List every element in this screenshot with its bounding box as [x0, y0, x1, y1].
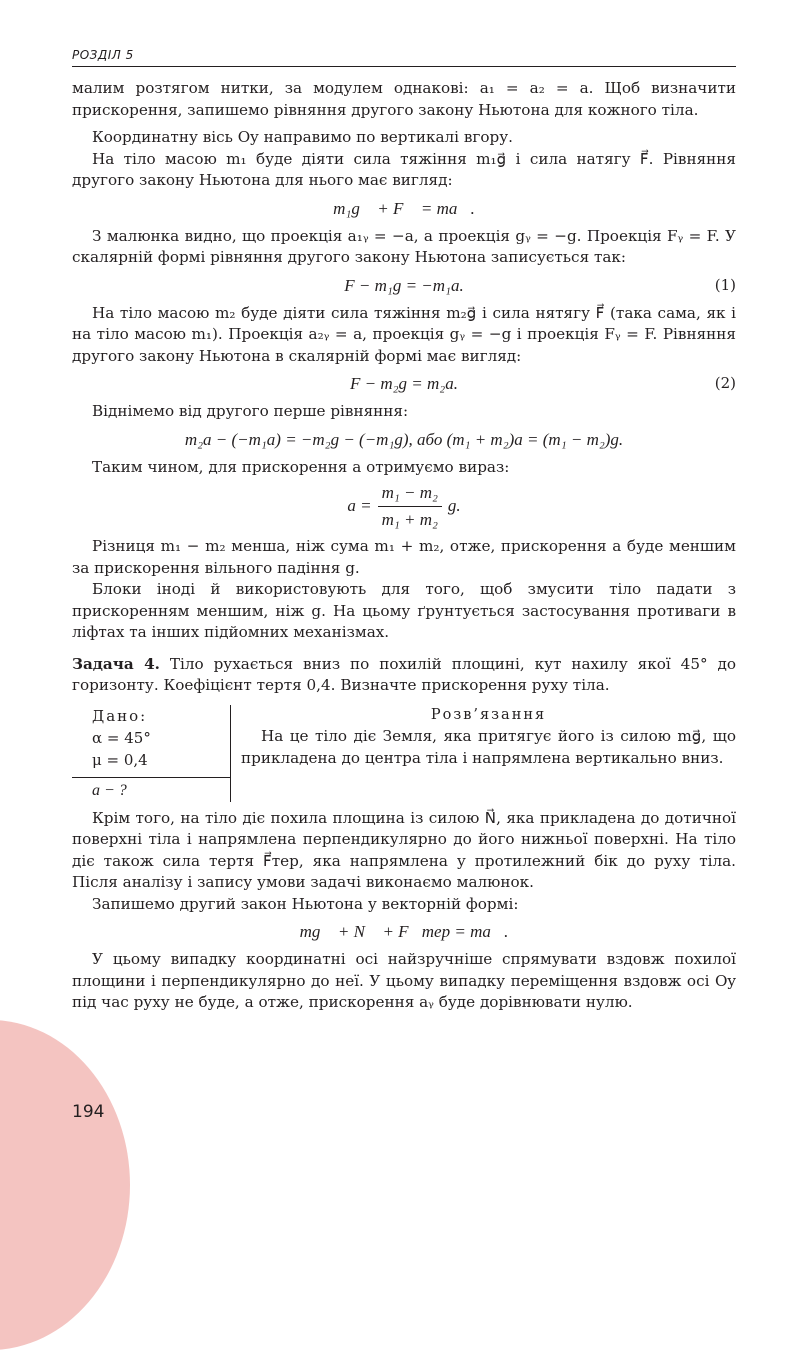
fraction-numerator: m₁ − m₂ [378, 482, 442, 507]
given-solution-block [72, 705, 736, 802]
paragraph: Різниця m₁ − m₂ менша, ніж сума m₁ + m₂, отже, прискорення a буде меншим за прискорення вільного падіння g. [72, 537, 736, 577]
problem-label: Задача 4. [72, 654, 160, 673]
solution-title: Розв’язання [430, 706, 547, 723]
paragraph: У цьому випадку координатні осі найзручніше спрямувати вздовж похилої площини і перпендикулярно до неї. У цьому випадку переміщення вздовж осі Oy під час руху не буде, а отже, прискорення aᵧ буде дорівнювати нулю. [72, 950, 736, 1011]
fraction-denominator: m₁ + m₂ [381, 509, 438, 529]
formula-number: (1) [714, 275, 736, 294]
paragraph: Запишемо другий закон Ньютона у векторній формі: [92, 894, 519, 913]
formula-text: F − m₁g = −m₁a. [344, 275, 464, 295]
solution-column [231, 705, 736, 802]
paragraph: З малюнка видно, що проекція a₁ᵧ = −a, а проекція gᵧ = −g. Проекція Fᵧ = F. У скалярній формі рівняння другого закону Ньютона записується так: [72, 226, 736, 266]
page-number: 194 [72, 1102, 105, 1122]
formula-text: m₂a − (−m₁a) = −m₂g − (−m₁g), або (m₁ + m₂)a = (m₁ − m₂)g. [184, 429, 624, 449]
paragraph: Крім того, на тіло діє похила площина із силою N⃗, яка прикладена до дотичної поверхні тіла і напрямлена перпендикулярно до його нижньої поверхні. На тіло діє також сила тертя F⃗тер, яка напрямлена у протилежний бік до руху тіла. Після аналізу і запису умови задачі виконаємо малюнок. [72, 808, 736, 891]
formula [72, 373, 736, 395]
given-title: Дано: [92, 706, 148, 725]
problem-statement [72, 654, 736, 697]
formula [72, 275, 736, 297]
solution-text: На це тіло діє Земля, яка притягує його із силою mg⃗, що прикладена до центра тіла і напрямлена вертикально вниз. [241, 727, 736, 767]
given-item: μ = 0,4 [92, 750, 148, 769]
formula [72, 921, 736, 943]
formula-lhs: a = [347, 496, 372, 516]
formula [72, 198, 736, 220]
problem-text: Тіло рухається вниз по похилій площині, кут нахилу якої 45° до горизонту. Коефіцієнт тертя 0,4. Визначте прискорення руху тіла. [72, 654, 737, 694]
fraction-formula [72, 482, 736, 530]
formula-text: F − m₂g = m₂a. [350, 374, 458, 393]
paragraph: На тіло масою m₂ буде діяти сила тяжіння m₂g⃗ і сила нятягу F⃗ (така сама, як і на тіло масою m₁). Проекція a₂ᵧ = a, проекція gᵧ = −g і проекція Fᵧ = F. Рівняння другого закону Ньютона в скалярній формі має вигляд: [72, 303, 736, 365]
paragraph: Таким чином, для прискорення a отримуємо вираз: [92, 457, 510, 476]
page-content [72, 78, 736, 1014]
fraction [378, 482, 442, 530]
formula-number: (2) [714, 374, 736, 392]
formula-rhs: g. [447, 496, 461, 516]
paragraph: Координатну вісь Oy направимо по вертикалі вгору. [92, 128, 514, 146]
paragraph: Блоки іноді й використовують для того, щоб змусити тіло падати з прискоренням меншим, ніж g. На цьому ґрунтується застосування противаги в ліфтах та інших підйомних механізмах. [72, 580, 736, 641]
given-item: α = 45° [92, 728, 151, 747]
unknown-value: a − ? [92, 781, 127, 799]
paragraph: На тіло масою m₁ буде діяти сила тяжіння m₁g⃗ і сила натягу F⃗. Рівняння другого закону Ньютона для нього має вигляд: [72, 149, 736, 189]
formula-text: mg⃗ + N⃗ + F⃗тер = ma⃗. [299, 922, 509, 941]
page-corner-decoration [0, 1020, 130, 1350]
given-column [72, 705, 231, 802]
paragraph: Віднімемо від другого перше рівняння: [92, 402, 409, 420]
formula [72, 429, 736, 451]
section-header: РОЗДІЛ 5 [72, 48, 736, 67]
paragraph: малим розтягом нитки, за модулем однакові: a₁ = a₂ = a. Щоб визначити прискорення, запишемо рівняння другого закону Ньютона для кожного тіла. [72, 79, 736, 119]
formula-text: m₁g⃗ + F⃗ = ma⃗. [333, 198, 475, 218]
